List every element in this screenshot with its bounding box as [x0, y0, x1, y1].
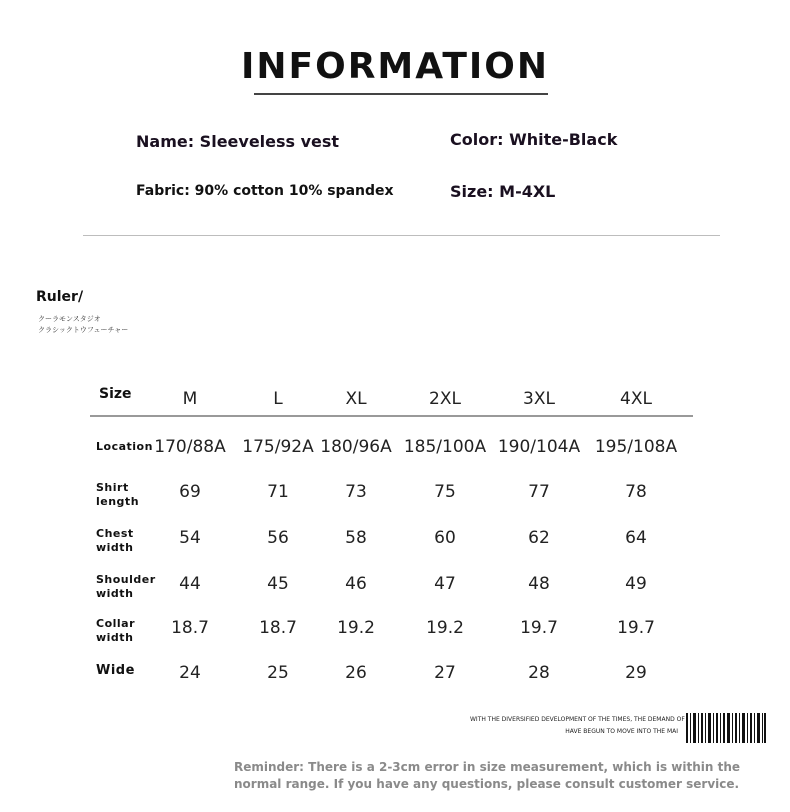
table-cell: 49 [625, 574, 647, 594]
table-cell: 180/96A [320, 437, 392, 457]
barcode-caption-2: HAVE BEGUN TO MOVE INTO THE MAI [565, 728, 678, 735]
table-cell: 45 [267, 574, 289, 594]
ruler-jp-line-1: クーラモンスタジオ [38, 315, 101, 323]
table-cell: 185/100A [403, 437, 487, 457]
table-cell: 195/108A [594, 437, 678, 457]
table-cell: 175/92A [242, 437, 314, 457]
reminder-note: Reminder: There is a 2-3cm error in size measurement, which is within the normal range. If you have any questions, please consult customer service. [234, 760, 741, 791]
table-cell: 47 [434, 574, 456, 594]
barcode-graphic [686, 713, 766, 743]
size-header-1: L [273, 389, 283, 409]
row-label-4 [96, 617, 135, 645]
table-cell: 24 [179, 663, 201, 683]
size-header-5: 4XL [620, 389, 652, 409]
table-cell: 69 [179, 482, 201, 502]
table-cell: 18.7 [171, 618, 209, 638]
table-cell: 56 [267, 528, 289, 548]
size-header-label: Size [99, 386, 132, 402]
size-header-0: M [182, 389, 198, 409]
product-color: Color: White-Black [450, 130, 618, 149]
ruler-label: Ruler/ [36, 289, 84, 305]
table-cell: 19.2 [337, 618, 375, 638]
row-label-line-2: length [96, 495, 140, 508]
table-cell: 78 [625, 482, 647, 502]
ruler-jp-line-2: クラシックトウフューチャー [38, 326, 129, 334]
table-cell: 170/88A [154, 437, 226, 457]
table-cell: 60 [434, 528, 456, 548]
product-name: Name: Sleeveless vest [136, 132, 340, 151]
title-underline [254, 93, 548, 95]
row-label-line-2: width [96, 587, 134, 600]
table-cell: 44 [179, 574, 201, 594]
table-cell: 29 [625, 663, 647, 683]
table-cell: 48 [528, 574, 550, 594]
row-label-line-2: width [96, 631, 134, 644]
row-label-line-1: Collar [96, 617, 136, 630]
table-cell: 190/104A [497, 437, 581, 457]
table-cell: 25 [267, 663, 289, 683]
table-cell: 77 [528, 482, 550, 502]
row-label-line-1: Wide [96, 663, 135, 678]
row-label-line-2: width [96, 541, 134, 554]
product-size-range: Size: M-4XL [450, 182, 556, 201]
row-label-5 [96, 664, 135, 678]
table-cell: 26 [345, 663, 367, 683]
table-cell: 18.7 [259, 618, 297, 638]
table-cell: 73 [345, 482, 367, 502]
table-cell: 19.2 [426, 618, 464, 638]
table-cell: 71 [267, 482, 289, 502]
product-fabric: Fabric: 90% cotton 10% spandex [136, 183, 394, 199]
row-label-1 [96, 481, 139, 509]
row-label-2 [96, 527, 134, 555]
table-cell: 75 [434, 482, 456, 502]
row-label-line-1: Shoulder [96, 573, 156, 586]
table-cell: 19.7 [617, 618, 655, 638]
table-cell: 27 [434, 663, 456, 683]
size-header-3: 2XL [429, 389, 461, 409]
table-cell: 54 [179, 528, 201, 548]
row-label-line-1: Chest [96, 527, 134, 540]
row-label-line-1: Location [96, 440, 153, 453]
section-divider [83, 235, 720, 236]
table-cell: 58 [345, 528, 367, 548]
size-header-4: 3XL [523, 389, 555, 409]
size-header-2: XL [345, 389, 367, 409]
barcode-caption-1: WITH THE DIVERSIFIED DEVELOPMENT OF THE TIMES, THE DEMAND OF [470, 716, 685, 723]
header-rule [90, 415, 693, 417]
table-cell: 64 [625, 528, 647, 548]
table-cell: 46 [345, 574, 367, 594]
row-label-line-1: Shirt [96, 481, 129, 494]
page-title: INFORMATION [240, 46, 549, 87]
table-cell: 19.7 [520, 618, 558, 638]
table-cell: 62 [528, 528, 550, 548]
table-cell: 28 [528, 663, 550, 683]
